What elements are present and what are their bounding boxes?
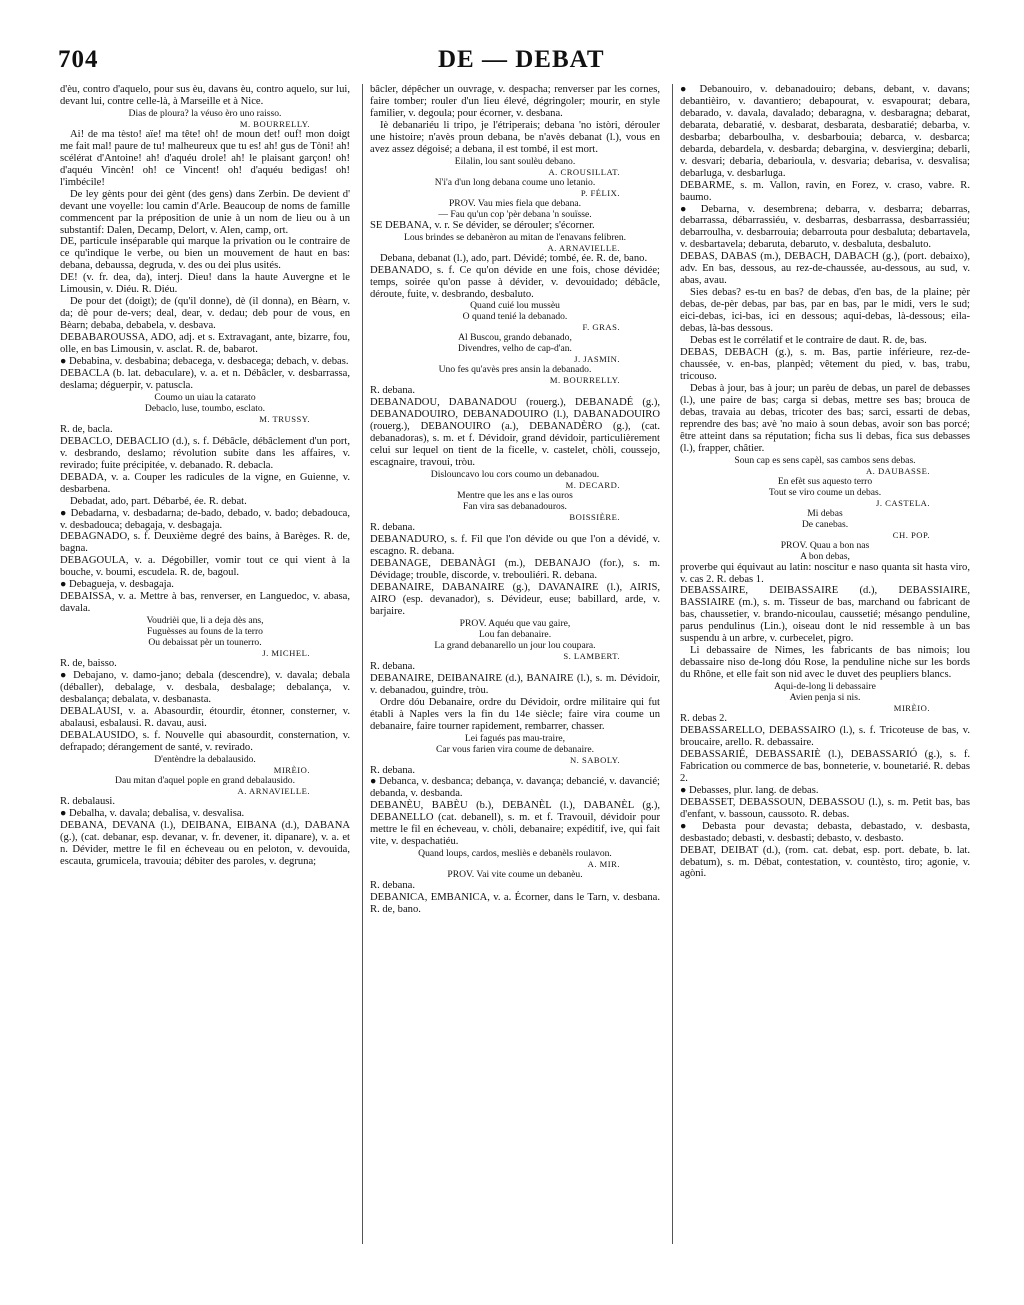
dictionary-entry: DEBASSARIÉ, DEBASSARIÈ (l.), DEBASSARIÓ (g.), s. f. Fabrication ou commerce de bas, bonneterie, v. bounetarié. R. debas 2. xyxy=(680,748,970,784)
page-number: 704 xyxy=(58,46,99,73)
quotation-line: — Fau qu'un cop 'pèr debana 'n souïsse. xyxy=(438,208,592,220)
dictionary-entry: R. debana. xyxy=(370,880,416,892)
quotation-author: J. MICHEL. xyxy=(262,648,310,659)
dictionary-entry: DEBAISSA, v. a. Mettre à bas, renverser, en Languedoc, v. abasa, davala. xyxy=(60,591,350,615)
quotation-author: J. JASMIN. xyxy=(574,354,620,365)
quotation-line: N'i'a d'un long debana coume uno letanio. xyxy=(434,176,596,188)
quotation-line: Ou debaissat pèr un tounerro. xyxy=(148,637,262,649)
dictionary-entry: Debas à jour, bas à jour; un parèu de debas, un parel de debasses (l.), une paire de bas; carga si debas, mettre ses bas; brouca de debas, travaia au debas, tricoter des bas; sarci, essarti de debas, reprendre des bas; avè 'no maio à soun debas, avoir son bas porcé; être atteint dans sa réputation; ficha sus li debas, fica sus debasses (l.), frapper, châtier. xyxy=(680,382,970,454)
dictionary-entry: Ordre dóu Debanaire, ordre du Dévidoir, ordre militaire qui fut établi à Naples vers la fin du 14e siècle; faire vira coume un debanaire, faire tourner rapidement, rembarrer, chasser. xyxy=(370,696,660,732)
columns xyxy=(60,84,970,1254)
dictionary-entry: Iè debanariéu li tripo, je l'étriperais; debana 'no istòri, dérouler une histoire; n'avès proun debana, be n'avès debanat (l.), vous en avez assez dégoisé; a debana, il est tombé, il est mort. xyxy=(370,119,660,155)
quotation-line: Aqui-de-long li debassaire xyxy=(774,681,876,693)
quotation-line: PROV. Aquéu que vau gaire, xyxy=(459,617,571,629)
dictionary-entry: ● Debalha, v. davala; debalisa, v. desvalisa. xyxy=(60,807,245,819)
quotation-author: S. LAMBERT. xyxy=(563,650,620,661)
page-header xyxy=(58,46,978,80)
dictionary-entry: ● Debajano, v. damo-jano; debala (descendre), v. davala; debala (déballer), debalage, v. desbala, desbalage; debalança, v. desbalança; debalata, v. desbanasta. xyxy=(60,670,350,705)
dictionary-entry: ● Debasta pour devasta; debasta, debastado, v. desbasta, desbastado; debasti, v. desbasti; debasto, v. desbasto. xyxy=(680,820,970,844)
dictionary-entry: R. debas 2. xyxy=(680,713,728,725)
quotation-author: A. DAUBASSE. xyxy=(865,465,930,476)
quotation-line: D'entèndre la debalausido. xyxy=(154,753,256,765)
dictionary-entry: proverbe qui équivaut au latin: noscitur e naso quanta sit hasta viro, v. cas 2. R. debas 1. xyxy=(680,561,970,585)
dictionary-entry: R. debana. xyxy=(370,522,416,534)
dictionary-entry: ● Debagueja, v. desbagaja. xyxy=(60,579,174,591)
quotation-author: MIRÈIO. xyxy=(273,764,310,775)
dictionary-entry: DEBANAGE, DEBANÀGI (m.), DEBANAJO (for.), s. m. Dévidage; trouble, discorde, v. trebouliéri. R. debana. xyxy=(370,558,660,581)
dictionary-entry: ● Debarna, v. desembrena; debarra, v. desbarra; debarras, debarrassa, débarrassiéu, v. desbarras, desbarrassa, desbarrassiéu; debarroulha, v. desbarrouia; debarrouta pour desbaluta; debartavela, v. desbartavela; debaruta, debaruto, v. desbaluta, desbaluto. xyxy=(680,203,970,251)
quotation-line: Quand cuié lou mussèu xyxy=(470,300,560,312)
quotation-line: Mentre que les ans e las ouros xyxy=(457,490,573,502)
dictionary-entry: ● Debanca, v. desbanca; debança, v. davança; debancié, v. davancié; debanda, v. desbanda. xyxy=(370,776,660,800)
quotation-author: M. BOURRELLY. xyxy=(549,375,620,386)
dictionary-entry: DEBASSARELLO, DEBASSAIRO (l.), s. f. Tricoteuse de bas, v. broucaire, arello. R. debassaire. xyxy=(680,725,970,748)
dictionary-entry: Debana, debanat (l.), ado, part. Dévidé; tombé, ée. R. de, bano. xyxy=(380,252,648,264)
quotation-author: A. ARNAVIELLE. xyxy=(547,242,620,253)
dictionary-entry: R. de, baisso. xyxy=(60,658,117,670)
quotation-line: Divendres, velho de cap-d'an. xyxy=(458,343,572,355)
dictionary-entry: Debas est le corrélatif et le contraire de daut. R. de, bas. xyxy=(690,335,927,347)
dictionary-entry: Li debassaire de Nimes, les fabricants de bas nimois; lou debassaire niso de-long dóu Rose, la penduline niche sur les bords du Rhône, et elle fait son nid avec le duvet des peupliers blancs. xyxy=(680,645,970,681)
dictionary-entry: ● Debabina, v. desbabina; debacega, v. desbacega; debach, v. debas. xyxy=(60,356,349,368)
quotation-author: P. FÉLIX. xyxy=(580,187,620,198)
dictionary-entry: DEBANAIRE, DABANAIRE (g.), DAVANAIRE (l.), AIRIS, AIRO (esp. devanador), s. Dévideur, euse; babillard, arde, v. barjaire. xyxy=(370,581,660,617)
dictionary-entry: DE, particule inséparable qui marque la privation ou le contraire de ce qu'indique le verbe, ou bien un mouvement de haut en bas: debana, debaussa, degruda, v. des ou dei plus usités. xyxy=(60,236,350,272)
quotation-line: Fuguèsses au founs de la terro xyxy=(147,626,263,638)
dictionary-entry: De pour det (doigt); de (qu'il donne), dè (il donna), en Bèarn, v. da; dè pour de-vers; deal, dear, v. dedau; deb pour de vous, en Bèarn; debaba, debabela, v. desbava. xyxy=(60,296,350,332)
dictionary-entry: DEBAGOULA, v. a. Dégobiller, vomir tout ce qui vient à la bouche, v. boumi, escudela. R. de, bagoul. xyxy=(60,555,350,579)
quotation-line: PROV. Vai vite coume un debanèu. xyxy=(447,869,583,881)
quotation-line: Dias de ploura? la véuso èro uno raisso. xyxy=(128,107,282,119)
quotation-line: O quand tenié la debanado. xyxy=(462,311,568,323)
quotation-line: Uno fes qu'avès pres ansin la debanado. xyxy=(438,364,592,376)
quotation-line: Dislouncavo lou cors coumo un debanadou. xyxy=(430,469,600,481)
dictionary-entry: DE! (v. fr. dea, da), interj. Dieu! dans la haute Auvergne et le Limousin, v. Diéu. R. Diéu. xyxy=(60,272,350,296)
quotation-line: Dau mitan d'aquel pople en grand debalausido. xyxy=(115,774,295,786)
quotation-line: Mi debas xyxy=(807,507,843,519)
dictionary-entry: DEBACLA (b. lat. debaculare), v. a. et n. Débâcler, v. desbarrassa, deslama; déguerpir, v. patuscla. xyxy=(60,367,350,391)
dictionary-entry: bâcler, dépêcher un ouvrage, v. despacha; renverser par les cornes, faire tomber; rouler d'un lieu élevé, dégringoler; mourir, en style familier, v. degoula; pour écorner, v. desbana. xyxy=(370,84,660,119)
quotation-author: F. GRAS. xyxy=(582,322,620,333)
quotation-author: CH. POP. xyxy=(892,529,930,540)
dictionary-entry: R. de, bacla. xyxy=(60,423,113,435)
quotation-line: A bon debas, xyxy=(800,550,850,562)
dictionary-entry: Ai! de ma tèsto! aïe! ma tête! oh! de moun det! ouf! mon doigt me fait mal! paure de tu! malheureux que tu es! ah! gus de Tòni! ah! scélérat d'Antoine! ah! d'aquéu drole! ah! le plaisant garçon! oh! d'aquéu Vincèn! oh! ce Vincent! oh! d'aquéu bedigas! oh! l'imbécile! xyxy=(60,128,350,188)
dictionary-entry: De ley gènts pour dei gènt (des gens) dans Zerbin. De devient d' devant une voyelle: lou camin d'Arle. Beaucoup de noms de famille commencent par la préposition de unie à un nom de lieu ou à un substantif: Dalen, Decamp, Delort, v. Alen, camp, ort. xyxy=(60,188,350,236)
dictionary-entry: SE DEBANA, v. r. Se dévider, se dérouler; s'écorner. xyxy=(370,219,595,231)
quotation-line: Coumo un uiau la catarato xyxy=(154,391,256,403)
dictionary-entry: R. debana. xyxy=(370,764,416,776)
quotation-author: MIRÈIO. xyxy=(893,703,930,714)
quotation-line: Debaclo, luse, toumbo, esclato. xyxy=(144,402,266,414)
dictionary-entry: DEBAGNADO, s. f. Deuxième degré des bains, à Barèges. R. de, bagna. xyxy=(60,531,350,555)
dictionary-entry: DEBASSET, DEBASSOUN, DEBASSOU (l.), s. m. Petit bas, bas d'enfant, v. bassoun, caussoto. R. debas. xyxy=(680,796,970,820)
running-head: DE — DEBAT xyxy=(438,46,605,73)
quotation-author: M. DECARD. xyxy=(565,480,620,491)
quotation-author: M. BOURRELLY. xyxy=(239,118,310,129)
quotation-author: A. MIR. xyxy=(587,859,620,870)
dictionary-entry: DEBANADURO, s. f. Fil que l'on dévide ou que l'on a dévidé, v. escagno. R. debana. xyxy=(370,534,660,558)
dictionary-entry: DEBACLO, DEBACLIO (d.), s. f. Débâcle, débâclement d'un port, v. desbrando, deslamo; révolution subite dans les affaires, v. revirado; fuite précipitée, v. debanado. R. debacla. xyxy=(60,435,350,471)
dictionary-entry: ● Debadarna, v. desbadarna; de-bado, debado, v. bado; debadouca, v. desbadouca; debagaja, v. desbagaja. xyxy=(60,507,350,531)
dictionary-entry: DEBANÈU, BABÈU (b.), DEBANÈL (l.), DABANÈL (g.), DEBANELLO (cat. debanell), s. m. et f. Travouil, dévidoir pour mettre le fil en écheveau, v. chòli, debanaire; expéditif, ive, qui fait vite, v. despachatiéu. xyxy=(370,800,660,848)
quotation-line: Fan vira sas debanadouros. xyxy=(463,501,567,513)
dictionary-entry: d'èu, contro d'aquelo, pour sus èu, davans èu, contro aquelo, sur lui, devant lui, contre celle-là, à Marseille et à Nice. xyxy=(60,84,350,107)
dictionary-entry: DEBARME, s. m. Vallon, ravin, en Forez, v. craso, vabre. R. baumo. xyxy=(680,179,970,203)
quotation-line: Lei fagués pas mau-traire, xyxy=(464,732,566,744)
quotation-line: En efèt sus aquesto terro xyxy=(777,475,873,487)
dictionary-entry: ● Debanouiro, v. debanadouiro; debans, debant, v. davans; debantièiro, v. davantiero; debapourat, v. esvapourat; debara, debarado, v. davala, davalado; debaragna, v. desbaragna; debarat, debarata, debaratié, v. desbarat, desbarata, desbaratié; debarba, v. desbarba; debarboulha, v. desbarbouia; debarca, v. desbarca; debarda, debardela, v. desbarda; debargina, v. desvierginа; debarli, v. desvari; debaria, debarioula, v. desvaria; debarisa, v. desvalisa; debarluga, v. desbarluga. xyxy=(680,84,970,179)
column-rule xyxy=(672,84,673,1244)
quotation-author: M. TRUSSY. xyxy=(259,413,310,424)
quotation-line: Eilalin, lou sant soulèu debano. xyxy=(454,155,576,167)
quotation-line: Lou fan debanaire. xyxy=(478,628,552,640)
dictionary-entry: Sies debas? es-tu en bas? de debas, d'en bas, de la plaine; pèr debas, de-pèr debas, par bas, par en bas, par le midi, vers le sud; eici-debas, ici-bas, ici en dessous; aqui-debas, là-dessous; eila-debas, là-bas dessous. xyxy=(680,287,970,335)
dictionary-entry: R. debana. xyxy=(370,385,416,397)
quotation-line: Car vous farien vira coume de debanaire. xyxy=(436,743,594,755)
quotation-author: A. CROUSILLAT. xyxy=(548,166,620,177)
dictionary-entry: DEBALAUSIDO, s. f. Nouvelle qui abasourdit, consternation, v. defrapado; dérangement de santé, v. revirado. xyxy=(60,729,350,753)
quotation-line: Avien penja si nis. xyxy=(789,692,861,704)
dictionary-entry: DEBANICA, EMBANICA, v. a. Écorner, dans le Tarn, v. desbana. R. de, bano. xyxy=(370,892,660,916)
dictionary-entry: DEBADA, v. a. Couper les radicules de la vigne, en Guienne, v. desbarbena. xyxy=(60,471,350,495)
dictionary-entry: DEBAT, DEIBAT (d.), (rom. cat. debat, esp. port. debate, b. lat. debatum), s. m. Débat, contestation, v. countèsto, tiro; agonie, v. agòni. xyxy=(680,844,970,880)
quotation-author: A. ARNAVIELLE. xyxy=(237,785,310,796)
dictionary-entry: R. debana. xyxy=(370,660,416,672)
quotation-line: PROV. Quau a bon nas xyxy=(780,539,870,551)
dictionary-entry: DEBANADOU, DABANADOU (rouerg.), DEBANADÉ (g.), DEBANADOUIRO, DEBANADOUIRO (l.), DABANADOUIRO (rouerg.), DEBANOUIRO (a.), DEBANADÈRO (g.), (cat. debanadoras), s. m. et f. Dévidoir, grand dévidoir, particulièrement celui sur lequel on tient de la ficelle, v. castelet, chòli, coussejo, escagnaire, travoui, tròu. xyxy=(370,397,660,469)
dictionary-entry: DEBANAIRE, DEIBANAIRE (d.), BANAIRE (l.), s. m. Dévidoir, v. debanadou, guindre, tròu. xyxy=(370,672,660,696)
dictionary-entry: DEBABAROUSSA, ADO, adj. et s. Extravagant, ante, bizarre, fou, olle, en bas Limousin, v. asclat. R. de, babarot. xyxy=(60,332,350,356)
dictionary-entry: ● Debasses, plur. lang. de debas. xyxy=(680,784,819,796)
dictionary-entry: Debadat, ado, part. Débarbé, ée. R. debat. xyxy=(70,495,247,507)
quotation-line: Quand loups, cardos, mesliès e debanèls roulavon. xyxy=(418,848,612,860)
quotation-line: Al Buscou, grando debanado, xyxy=(458,332,572,344)
column-middle xyxy=(370,84,660,1254)
quotation-author: BOISSIÈRE. xyxy=(569,512,620,523)
dictionary-entry: DEBANADO, s. f. Ce qu'on dévide en une fois, chose dévidée; temps, soirée qu'on passe à dévider, v. devouidado; débâcle, déroute, fuite, v. desbrando, desbaluto. xyxy=(370,264,660,300)
quotation-line: De canebas. xyxy=(801,518,849,530)
quotation-line: Voudrièi que, li a deja dès ans, xyxy=(146,615,264,627)
quotation-author: J. CASTELA. xyxy=(876,497,930,508)
quotation-line: Soun cap es sens capèl, sas cambos sens debas. xyxy=(734,454,916,466)
quotation-author: N. SABOLY. xyxy=(569,754,620,765)
column-left xyxy=(60,84,350,1254)
quotation-line: Tout se viro coume un debas. xyxy=(768,486,882,498)
dictionary-entry: R. debalausi. xyxy=(60,795,116,807)
dictionary-entry: DEBASSAIRE, DEIBASSAIRE (d.), DEBASSIAIRE, BASSIAIRE (m.), s. m. Tisseur de bas, marchand ou fabricant de bas, chaussetier, v. brando-nicoulau, caussetié; mésango penduline, parus pendulinus (Lin.), oiseau dont le nid ressemble à un bas suspendu à un arbre, v. curbecelet, pigro. xyxy=(680,585,970,645)
quotation-line: La grand debanarello un jour lou coupara. xyxy=(434,639,596,651)
dictionary-entry: DEBAS, DEBACH (g.), s. m. Bas, partie inférieure, rez-de-chaussée, v. en-bas, planpèd; vêtement du pied, v. bas, trabu, tricouso. xyxy=(680,346,970,382)
quotation-line: PROV. Vau mies fiela que debana. xyxy=(448,197,582,209)
dictionary-entry: DEBAS, DABAS (m.), DEBACH, DABACH (g.), (port. debaixo), adv. En bas, dessous, au rez-de-chaussée, au-dessous, au sud, v. abas, avau. xyxy=(680,251,970,287)
quotation-line: Lous brindes se debanèron au mitan de l'enavans felibren. xyxy=(403,231,627,243)
column-right xyxy=(680,84,970,1254)
dictionary-entry: DEBALAUSI, v. a. Abasourdir, étourdir, étonner, consterner, v. abalausi, esbalausi. R. davau, ausi. xyxy=(60,705,350,729)
column-rule xyxy=(362,84,363,1244)
dictionary-entry: DEBANA, DEVANA (l.), DEIBANA, EIBANA (d.), DABANA (g.), (cat. debanar, esp. devanar, v. fr. devener, it. dipanare), v. a. et n. Dévider, mettre le fil en écheveau ou en peloton, v. devouida, escauta, grumicela, travouia; débiter des paroles, v. degruna; xyxy=(60,819,350,867)
